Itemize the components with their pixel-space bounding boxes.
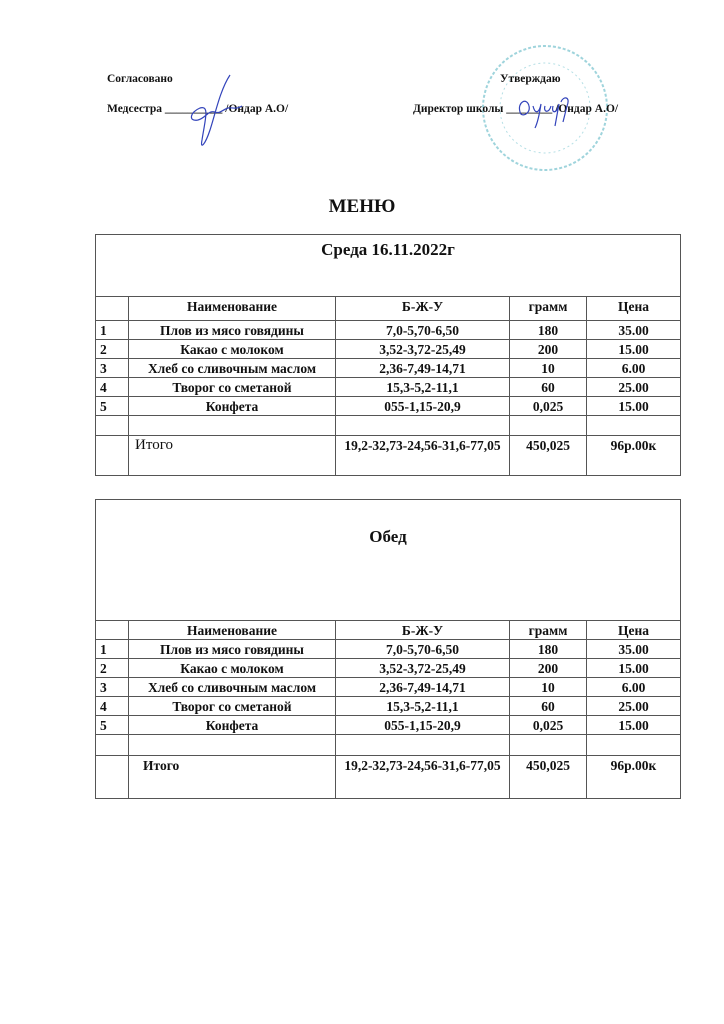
item-price: 15.00 bbox=[587, 716, 681, 735]
col-gram: грамм bbox=[510, 297, 587, 321]
director-name: /Ондар А.О/ bbox=[555, 103, 619, 115]
table-row bbox=[96, 659, 681, 678]
item-bju: 2,36-7,49-14,71 bbox=[336, 678, 510, 697]
table-row bbox=[96, 640, 681, 659]
item-bju: 7,0-5,70-6,50 bbox=[336, 321, 510, 340]
item-gram: 180 bbox=[510, 321, 587, 340]
table-row bbox=[96, 321, 681, 340]
item-name: Конфета bbox=[129, 397, 336, 416]
item-bju: 15,3-5,2-11,1 bbox=[336, 378, 510, 397]
item-gram: 180 bbox=[510, 640, 587, 659]
item-bju: 3,52-3,72-25,49 bbox=[336, 340, 510, 359]
col-bju: Б-Ж-У bbox=[336, 297, 510, 321]
empty-row bbox=[96, 735, 681, 756]
total-label: Итого bbox=[129, 436, 336, 476]
total-row bbox=[96, 436, 681, 476]
item-number: 5 bbox=[96, 397, 129, 416]
item-number: 4 bbox=[96, 378, 129, 397]
item-bju: 055-1,15-20,9 bbox=[336, 397, 510, 416]
table-row bbox=[96, 359, 681, 378]
section-title: Обед bbox=[96, 500, 681, 621]
item-gram: 200 bbox=[510, 340, 587, 359]
nurse-signature-line: __________ bbox=[164, 103, 223, 115]
item-name: Какао с молоком bbox=[129, 659, 336, 678]
item-name: Творог со сметаной bbox=[129, 697, 336, 716]
section-title: Среда 16.11.2022г bbox=[96, 235, 681, 297]
item-price: 35.00 bbox=[587, 640, 681, 659]
table-row bbox=[96, 697, 681, 716]
empty-row bbox=[96, 416, 681, 436]
item-price: 15.00 bbox=[587, 340, 681, 359]
item-price: 25.00 bbox=[587, 697, 681, 716]
table-header bbox=[96, 297, 681, 321]
total-label: Итого bbox=[129, 756, 336, 799]
approve-label: Утверждаю bbox=[500, 73, 561, 85]
nurse-signature bbox=[170, 70, 250, 150]
nurse-name: /Ондар А.О/ bbox=[225, 103, 289, 115]
col-name: Наименование bbox=[129, 621, 336, 640]
director-signature bbox=[515, 92, 575, 132]
menu-table-wednesday bbox=[95, 234, 681, 476]
item-number: 1 bbox=[96, 640, 129, 659]
menu-table-lunch bbox=[95, 499, 681, 799]
item-name: Хлеб со сливочным маслом bbox=[129, 359, 336, 378]
item-gram: 10 bbox=[510, 359, 587, 378]
table-row bbox=[96, 716, 681, 735]
item-gram: 60 bbox=[510, 697, 587, 716]
total-bju: 19,2-32,73-24,56-31,6-77,05 bbox=[336, 756, 510, 799]
item-number: 2 bbox=[96, 659, 129, 678]
total-gram: 450,025 bbox=[510, 756, 587, 799]
director-signature-line: ________ bbox=[506, 103, 553, 115]
item-name: Творог со сметаной bbox=[129, 378, 336, 397]
item-number: 2 bbox=[96, 340, 129, 359]
col-num bbox=[96, 621, 129, 640]
approved-label: Согласовано bbox=[107, 73, 173, 85]
total-bju: 19,2-32,73-24,56-31,6-77,05 bbox=[336, 436, 510, 476]
table-row bbox=[96, 340, 681, 359]
total-price: 96р.00к bbox=[587, 756, 681, 799]
item-price: 15.00 bbox=[587, 397, 681, 416]
item-bju: 3,52-3,72-25,49 bbox=[336, 659, 510, 678]
item-gram: 10 bbox=[510, 678, 587, 697]
col-num bbox=[96, 297, 129, 321]
item-name: Конфета bbox=[129, 716, 336, 735]
table-row bbox=[96, 678, 681, 697]
item-name: Хлеб со сливочным маслом bbox=[129, 678, 336, 697]
col-bju: Б-Ж-У bbox=[336, 621, 510, 640]
item-gram: 0,025 bbox=[510, 716, 587, 735]
table-header bbox=[96, 621, 681, 640]
item-name: Плов из мясо говядины bbox=[129, 321, 336, 340]
director-role: Директор школы bbox=[413, 103, 504, 115]
item-bju: 15,3-5,2-11,1 bbox=[336, 697, 510, 716]
item-gram: 60 bbox=[510, 378, 587, 397]
item-number: 4 bbox=[96, 697, 129, 716]
col-price: Цена bbox=[587, 621, 681, 640]
item-name: Какао с молоком bbox=[129, 340, 336, 359]
total-price: 96р.00к bbox=[587, 436, 681, 476]
item-name: Плов из мясо говядины bbox=[129, 640, 336, 659]
item-number: 3 bbox=[96, 678, 129, 697]
item-number: 1 bbox=[96, 321, 129, 340]
item-price: 15.00 bbox=[587, 659, 681, 678]
item-bju: 2,36-7,49-14,71 bbox=[336, 359, 510, 378]
item-price: 25.00 bbox=[587, 378, 681, 397]
item-price: 35.00 bbox=[587, 321, 681, 340]
table-row bbox=[96, 378, 681, 397]
item-number: 5 bbox=[96, 716, 129, 735]
item-price: 6.00 bbox=[587, 678, 681, 697]
item-bju: 055-1,15-20,9 bbox=[336, 716, 510, 735]
col-gram: грамм bbox=[510, 621, 587, 640]
item-bju: 7,0-5,70-6,50 bbox=[336, 640, 510, 659]
col-name: Наименование bbox=[129, 297, 336, 321]
nurse-role: Медсестра bbox=[107, 103, 163, 115]
item-number: 3 bbox=[96, 359, 129, 378]
item-gram: 200 bbox=[510, 659, 587, 678]
total-gram: 450,025 bbox=[510, 436, 587, 476]
item-price: 6.00 bbox=[587, 359, 681, 378]
page-title: МЕНЮ bbox=[328, 196, 396, 217]
total-row bbox=[96, 756, 681, 799]
col-price: Цена bbox=[587, 297, 681, 321]
item-gram: 0,025 bbox=[510, 397, 587, 416]
table-row bbox=[96, 397, 681, 416]
